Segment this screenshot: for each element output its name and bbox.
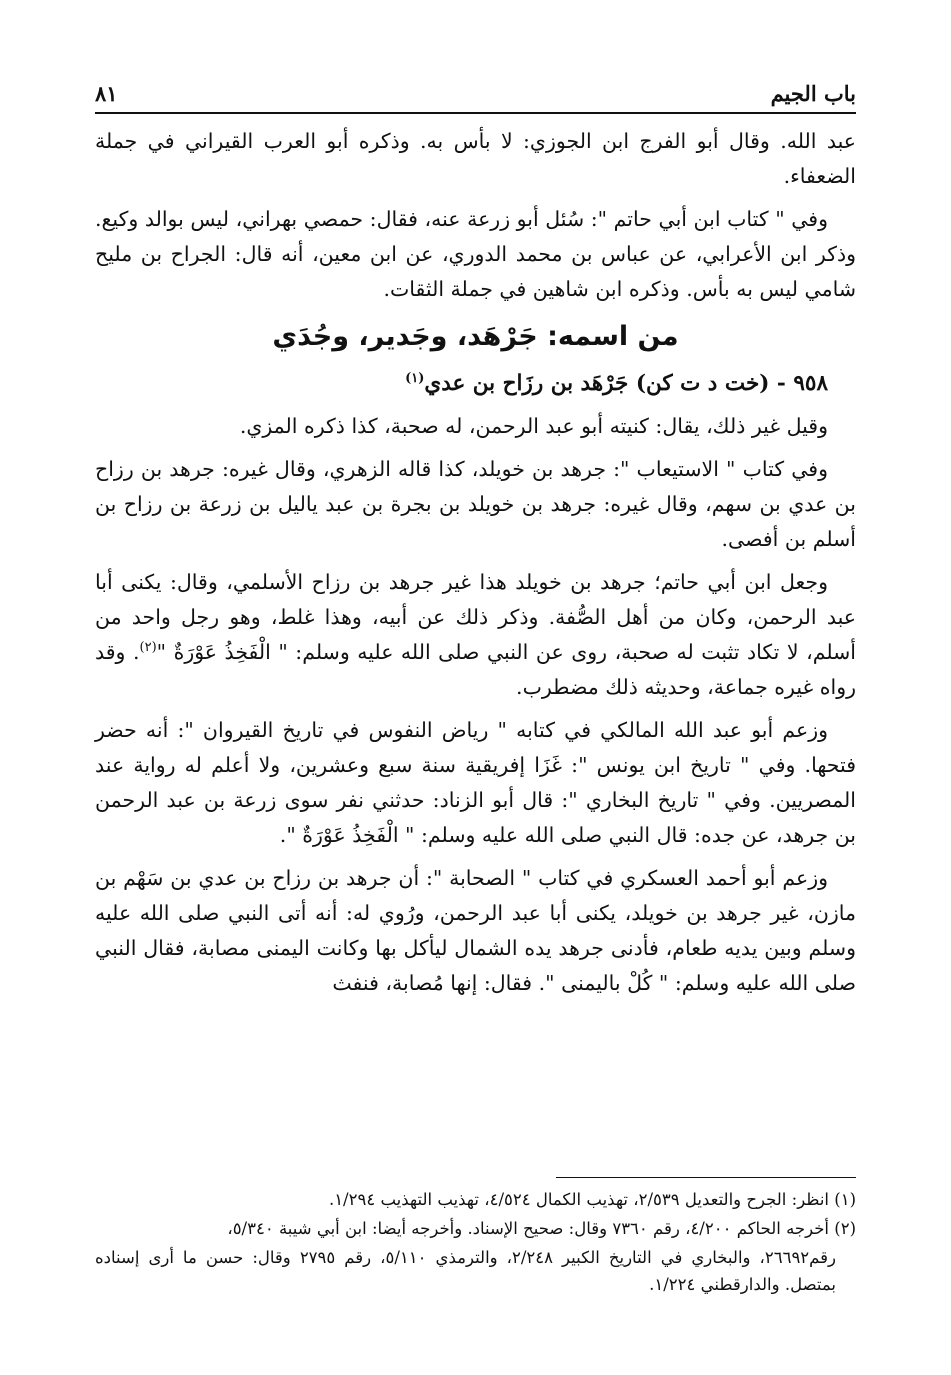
entry-title: ٩٥٨ - (خت د ت كن) جَرْهَد بن رزَاح بن عدي [424,371,828,396]
paragraph-1: عبد الله. وقال أبو الفرج ابن الجوزي: لا بأس به. وذكره أبو العرب القيراني في جملة الضعفاء. [95,129,856,188]
paragraph-5-text-b: . وقد رواه غيره جماعة، وحديثه ذلك مضطرب. [95,640,856,699]
footnotes [95,1186,856,1300]
footnote-mark-2: (٢) [139,640,157,656]
entry-heading [95,363,856,405]
paragraph-7: وزعم أبو أحمد العسكري في كتاب " الصحابة ": أن جرهد بن رزاح بن عدي بن سَهْم بن مازن، غير جرهد بن خويلد، يكنى أبا عبد الرحمن، ورُوي له: أنه أتى النبي صلى الله عليه وسلم وبين يديه طعام، فأدنى جرهد يده الشمال ليأكل بها وكانت اليمنى مصابة، فقال النبي صلى الله عليه وسلم: " كُلْ باليمنى ". فقال: إنها مُصابة، فنفث [95,866,856,995]
paragraph-6: وزعم أبو عبد الله المالكي في كتابه " رياض النفوس في تاريخ القيروان ": أنه حضر فتحها. وفي " تاريخ ابن يونس ": غَزَا إفريقية سنة سبع وعشرين، ولا أعلم له رواية عند المصريين. وفي " تاريخ البخاري ": قال أبو الزناد: حدثني نفر سوى زرعة بن عبد الرحمن بن جرهد، عن جده: قال النبي صلى الله عليه وسلم: " الْفَخِذُ عَوْرَةٌ ". [95,718,856,847]
paragraph-5-text-a: وجعل ابن أبي حاتم؛ جرهد بن خويلد هذا غير جرهد بن رزاح الأسلمي، وقال: يكنى أبا عبد الرحمن، وكان من أهل الصُّفة. وذكر ذلك عن أبيه، وهذا غلط، وهو رجل واحد من أسلم، لا تكاد تثبت له صحبة، روى عن النبي صلى الله عليه وسلم: " الْفَخِذُ عَوْرَةٌ " [95,570,857,664]
paragraph-5 [95,565,856,705]
main-text [95,124,856,1009]
paragraph-4: وفي كتاب " الاستيعاب ": جرهد بن خويلد، كذا قاله الزهري، وقال غيره: جرهد بن رزاح بن عدي بن سهم، وقال غيره: جرهد بن خويلد بن بجرة بن عبد ياليل بن زرعة بن رزاح بن أسلم بن أفصى. [95,457,856,551]
footnote-1: (١) انظر: الجرح والتعديل ٢/٥٣٩، تهذيب الكمال ٤/٥٢٤، تهذيب التهذيب ١/٢٩٤. [328,1190,856,1209]
page-number: ٨١ [95,81,118,106]
paragraph-3: وقيل غير ذلك، يقال: كنيته أبو عبد الرحمن، له صحبة، كذا ذكره المزي. [239,414,828,438]
chapter-title: باب الجيم [770,81,856,106]
footnote-rule [556,1177,856,1178]
footnote-2: (٢) أخرجه الحاكم ٤/٢٠٠، رقم ٧٣٦٠ وقال: صحيح الإسناد. وأخرجه أيضا: ابن أبي شيبة ٥/٣٤٠، [227,1219,856,1238]
running-header [95,72,856,106]
paragraph-2: وفي " كتاب ابن أبي حاتم ": سُئل أبو زرعة عنه، فقال: حمصي بهراني، ليس بوالد وكيع. وذكر ابن الأعرابي، عن عباس بن محمد الدوري، عن ابن معين، أنه قال: الجراح بن مليح شامي ليس به بأس. وذكره ابن شاهين في جملة الثقات. [95,207,856,301]
footnote-2-continuation: رقم٢٦٦٩٢، والبخاري في التاريخ الكبير ٢/٢٤٨، والترمذي ٥/١١٠، رقم ٢٧٩٥ وقال: حسن ما أرى إسناده بمتصل. والدارقطني ١/٢٢٤. [95,1248,837,1294]
footnote-mark-1: (١) [405,370,425,386]
header-rule [95,112,856,114]
section-heading: من اسمه: جَرْهَد، وجَدير، وجُدَي [272,321,679,352]
